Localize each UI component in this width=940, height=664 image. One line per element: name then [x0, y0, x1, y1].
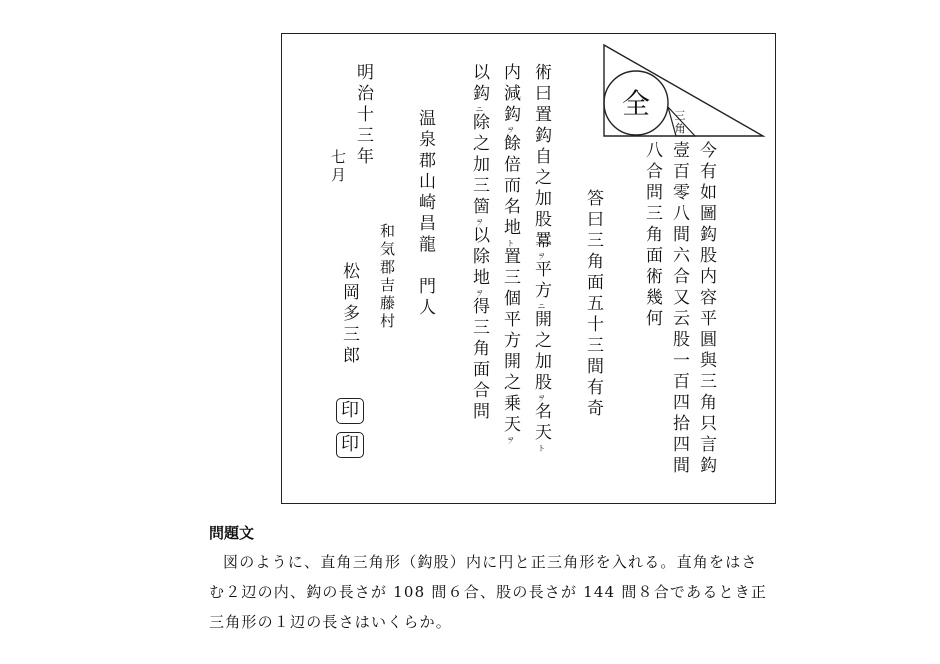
problem-column-3: 八合問三角面術幾何: [642, 141, 662, 330]
question-body: [209, 547, 809, 637]
student-name: 松岡多三郎: [339, 262, 359, 367]
sangaku-tablet: [281, 33, 776, 504]
method-column-2: 内減鈎ヲ餘倍而名地ト置三個平方開之乗天ヲ: [500, 63, 520, 444]
question-line-2: む２辺の内、鈎の長さが 108 間６合、股の長さが 144 間８合であるとき正: [209, 583, 768, 601]
seal-stamp-2: 印: [336, 432, 364, 458]
question-line-3: 三角形の１辺の長さはいくらか。: [209, 613, 453, 631]
answer-text: 答曰三角面五十三間有奇: [583, 189, 603, 420]
date-month: 七月: [329, 149, 347, 185]
question-heading: 問題文: [209, 524, 255, 542]
problem-column-1: 今有如圖鈎股内容平圓與三角只言鈎: [696, 141, 716, 477]
problem-column-2: 壹百零八間六合又云股一百四拾四間: [669, 141, 689, 477]
seal-stamp-1: 印: [336, 398, 364, 424]
method-column-1: 術曰置鈎自之加股羃ヲ平方ニ開之加股ヲ名天ト: [531, 63, 551, 452]
author-origin: 温泉郡山崎昌龍 門人: [415, 109, 435, 319]
student-origin: 和気郡吉藤村: [378, 223, 396, 331]
circle-label: 全: [621, 87, 651, 120]
method-column-3: 以鈎ニ除之加三箇ヲ以除地ヲ得三角面合問: [469, 63, 489, 423]
question-line-1: 図のように、直角三角形（鈎股）内に円と正三角形を入れる。直角をはさ: [223, 553, 758, 571]
date-era: 明治十三年: [353, 63, 373, 168]
triangle-label: 三角: [674, 109, 686, 135]
geometry-figure: [600, 41, 770, 141]
